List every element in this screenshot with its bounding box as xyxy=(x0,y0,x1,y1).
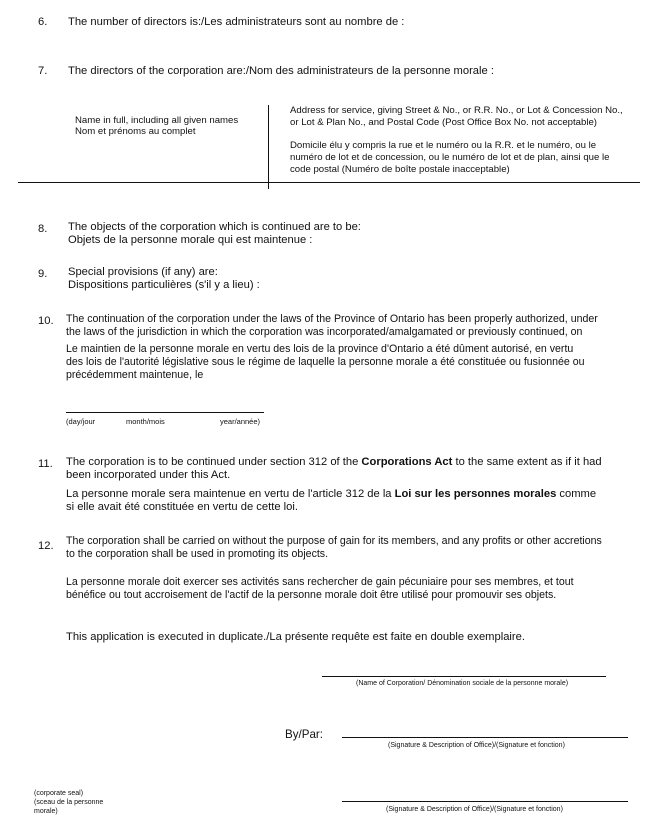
item-10-en-1: The continuation of the corporation under the laws of the Province of Ontario has been properly authorized, under xyxy=(66,313,598,325)
item-10-fr-2: des lois de l'autorité législative sous le régime de laquelle la personne morale a été constituée ou fusionnée ou xyxy=(66,356,585,368)
item-11-en-1: The corporation is to be continued under section 312 of the Corporations Act to the same extent as if it had xyxy=(66,456,602,468)
item-8-en: The objects of the corporation which is continued are to be: xyxy=(68,221,361,233)
corporation-name-caption: (Name of Corporation/ Dénomination sociale de la personne morale) xyxy=(356,680,569,687)
item-12-en-1: The corporation shall be carried on without the purpose of gain for its members, and any profits or other accretions xyxy=(66,535,602,547)
address-header-en-2: or Lot & Plan No., and Postal Code (Post Office Box No. not acceptable) xyxy=(290,117,597,128)
item-6-number: 6. xyxy=(38,16,48,28)
item-8-number: 8. xyxy=(38,223,48,235)
table-rule xyxy=(18,182,640,183)
date-year-label: year/année) xyxy=(220,417,261,426)
corporate-seal-label-1: (corporate seal) xyxy=(34,790,84,797)
item-9-number: 9. xyxy=(38,268,48,280)
item-7-number: 7. xyxy=(38,65,48,77)
date-month-label: month/mois xyxy=(126,417,165,426)
corporation-name-line xyxy=(322,676,606,677)
item-8-fr: Objets de la personne morale qui est maintenue : xyxy=(68,234,313,246)
name-header-fr: Nom et prénoms au complet xyxy=(75,126,196,137)
address-header-fr-1: Domicile élu y compris la rue et le numéro ou la R.R. et le numéro, ou le xyxy=(290,140,597,151)
item-11-fr-1: La personne morale sera maintenue en vertu de l'article 312 de la Loi sur les personnes morales comme xyxy=(66,488,597,500)
item-9-en: Special provisions (if any) are: xyxy=(68,266,218,278)
item-12-number: 12. xyxy=(38,540,54,552)
signature-line-1 xyxy=(342,737,628,738)
item-7-text: The directors of the corporation are:/Nom des administrateurs de la personne morale : xyxy=(68,65,494,77)
execution-statement: This application is executed in duplicate./La présente requête est faite en double exemplaire. xyxy=(66,631,525,643)
item-12-fr-2: bénéfice ou tout accroisement de l'actif de la personne morale doit être utilisé pour promouvir ses objets. xyxy=(66,589,557,601)
address-header-fr-3: code postal (Numéro de boîte postale inacceptable) xyxy=(290,164,510,175)
item-10-en-2: the laws of the jurisdiction in which the corporation was incorporated/amalgamated or previously continued, on xyxy=(66,326,583,338)
item-11-number: 11. xyxy=(38,458,53,470)
item-10-fr-3: précédemment maintenue, le xyxy=(66,369,204,381)
item-10-number: 10. xyxy=(38,315,54,327)
table-column-divider xyxy=(268,105,269,189)
date-day-label: (day/jour xyxy=(66,417,96,426)
item-11-en-2: been incorporated under this Act. xyxy=(66,469,231,481)
item-12-en-2: to the corporation shall be used in promoting its objects. xyxy=(66,548,329,560)
signature-caption-2: (Signature & Description of Office)/(Signature et fonction) xyxy=(386,806,563,813)
corporate-seal-label-3: morale) xyxy=(34,808,58,815)
signature-caption-1: (Signature & Description of Office)/(Signature et fonction) xyxy=(388,742,565,749)
item-9-fr: Dispositions particulières (s'il y a lieu) : xyxy=(68,279,260,291)
address-header-en-1: Address for service, giving Street & No., or R.R. No., or Lot & Concession No., xyxy=(290,105,623,116)
date-line xyxy=(66,412,264,413)
name-header-en: Name in full, including all given names xyxy=(75,115,239,126)
by-par-label: By/Par: xyxy=(285,728,324,741)
item-12-fr-1: La personne morale doit exercer ses activités sans rechercher de gain pécuniaire pour ses membres, et tout xyxy=(66,576,574,588)
item-6-text: The number of directors is:/Les administrateurs sont au nombre de : xyxy=(68,16,405,28)
item-11-fr-2: si elle avait été constituée en vertu de cette loi. xyxy=(66,501,298,513)
signature-line-2 xyxy=(342,801,628,802)
corporate-seal-label-2: (sceau de la personne xyxy=(34,799,104,806)
item-10-fr-1: Le maintien de la personne morale en vertu des lois de la province d'Ontario a été dûment autorisé, en vertu xyxy=(66,343,574,355)
address-header-fr-2: numéro de lot et de concession, ou le numéro de lot et de plan, ainsi que le xyxy=(290,152,610,163)
